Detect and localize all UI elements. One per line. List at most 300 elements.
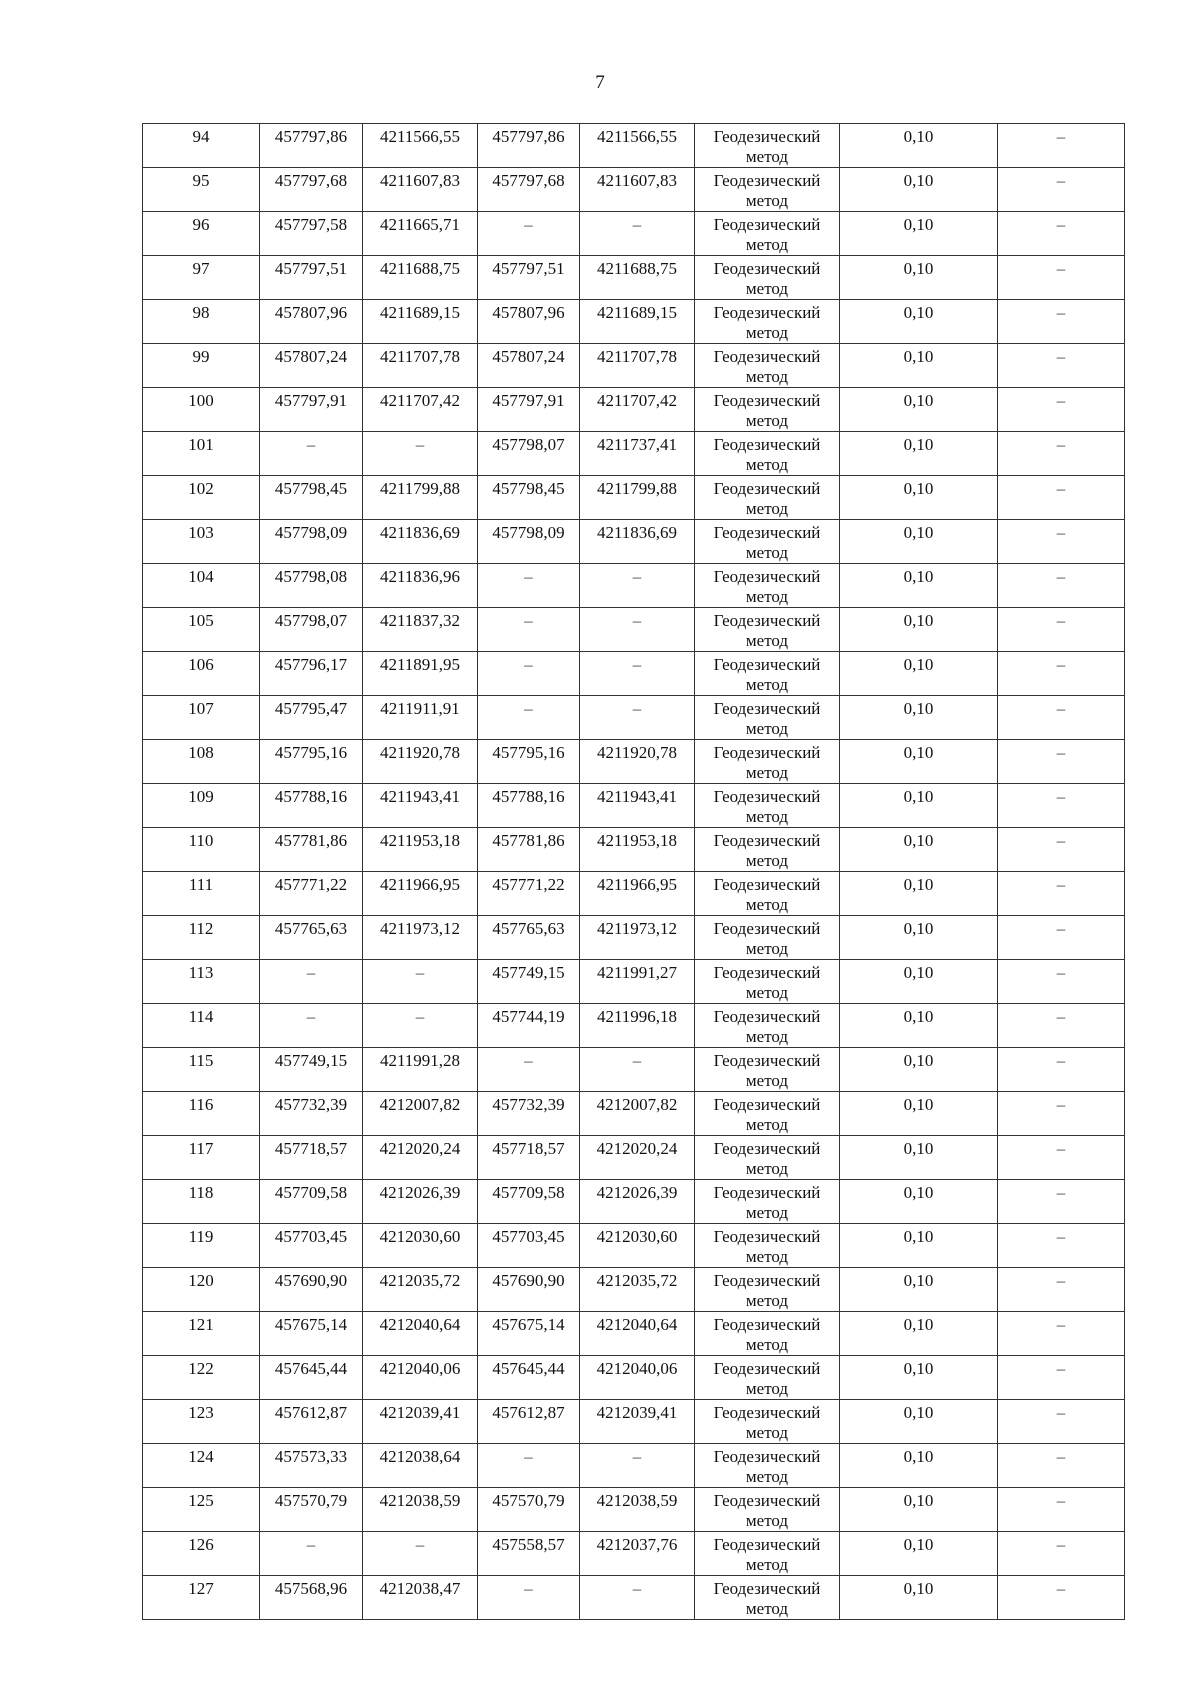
existing-y-cell [363,1444,478,1488]
cell-value: Геодезический метод [713,127,821,166]
formula-cell [998,1224,1125,1268]
formula-cell [998,520,1125,564]
cell-value: 4212038,59 [379,1491,461,1510]
accuracy-cell [840,168,998,212]
cell-value: – [1056,1315,1066,1334]
accuracy-cell [840,696,998,740]
point-number-cell [143,212,260,256]
cell-value: Геодезический метод [713,1315,821,1354]
cell-value: 4212035,72 [379,1271,461,1290]
formula-cell [998,212,1125,256]
refined-y-cell [580,1092,695,1136]
point-number-cell [143,784,260,828]
cell-value: 0,10 [903,259,934,278]
existing-y-cell [363,1400,478,1444]
accuracy-cell [840,564,998,608]
cell-value: – [632,699,642,718]
cell-value: 457807,24 [492,347,565,366]
refined-y-cell [580,432,695,476]
existing-x-cell [260,1444,363,1488]
refined-x-cell [478,476,580,520]
cell-value: 457781,86 [492,831,565,850]
cell-value: 4212039,41 [596,1403,678,1422]
accuracy-cell [840,1224,998,1268]
cell-value: Геодезический метод [713,611,821,650]
cell-value: 0,10 [903,1491,934,1510]
table-row [143,1400,1125,1444]
cell-value: 457675,14 [274,1315,348,1334]
refined-y-cell [580,300,695,344]
cell-value: 0,10 [903,1227,934,1246]
existing-x-cell [260,1048,363,1092]
formula-cell [998,784,1125,828]
existing-y-cell [363,168,478,212]
cell-value: – [1056,1491,1066,1510]
page-number: 7 [595,72,605,93]
cell-value: 4212037,76 [596,1535,678,1554]
table-row [143,608,1125,652]
method-cell [695,300,840,344]
refined-x-cell [478,1400,580,1444]
refined-y-cell [580,1488,695,1532]
cell-value: – [1056,1535,1066,1554]
existing-y-cell [363,652,478,696]
method-cell [695,1312,840,1356]
point-number-cell [143,1400,260,1444]
point-number-cell [143,872,260,916]
cell-value: 125 [188,1491,214,1510]
cell-value: 0,10 [903,1359,934,1378]
cell-value: Геодезический метод [713,1271,821,1310]
refined-y-cell [580,1400,695,1444]
existing-y-cell [363,344,478,388]
cell-value: 4212030,60 [379,1227,461,1246]
refined-y-cell [580,564,695,608]
cell-value: 457788,16 [492,787,565,806]
refined-y-cell [580,256,695,300]
cell-value: 0,10 [903,523,934,542]
cell-value: 108 [188,743,214,762]
cell-value: 4211707,78 [379,347,461,366]
cell-value: 105 [188,611,214,630]
cell-value: – [306,435,316,454]
cell-value: 457797,58 [274,215,348,234]
accuracy-cell [840,652,998,696]
cell-value: – [524,1579,533,1598]
cell-value: – [524,215,533,234]
cell-value: Геодезический метод [713,1535,821,1574]
cell-value: 457749,15 [274,1051,348,1070]
refined-x-cell [478,124,580,168]
existing-y-cell [363,1092,478,1136]
existing-y-cell [363,1356,478,1400]
point-number-cell [143,960,260,1004]
refined-x-cell [478,1312,580,1356]
refined-y-cell [580,1312,695,1356]
existing-x-cell [260,168,363,212]
refined-y-cell [580,1004,695,1048]
method-cell [695,872,840,916]
cell-value: 457612,87 [492,1403,565,1422]
table-row [143,1576,1125,1620]
cell-value: 4212020,24 [379,1139,461,1158]
refined-x-cell [478,1576,580,1620]
point-number-cell [143,432,260,476]
cell-value: – [632,1447,642,1466]
cell-value: 4211688,75 [379,259,461,278]
cell-value: 457798,45 [274,479,348,498]
point-number-cell [143,124,260,168]
formula-cell [998,1356,1125,1400]
accuracy-cell [840,520,998,564]
method-cell [695,652,840,696]
method-cell [695,828,840,872]
cell-value: 4212035,72 [596,1271,678,1290]
cell-value: 0,10 [903,831,934,850]
cell-value: – [306,1007,316,1026]
cell-value: 457797,51 [274,259,348,278]
existing-x-cell [260,1400,363,1444]
refined-x-cell [478,1356,580,1400]
existing-x-cell [260,1004,363,1048]
cell-value: 4211943,41 [596,787,678,806]
cell-value: 0,10 [903,1051,934,1070]
formula-cell [998,1488,1125,1532]
cell-value: 124 [188,1447,214,1466]
point-number-cell [143,1444,260,1488]
cell-value: 4212040,64 [379,1315,461,1334]
cell-value: 0,10 [903,1403,934,1422]
formula-cell [998,1576,1125,1620]
cell-value: 99 [192,347,210,366]
cell-value: 0,10 [903,171,934,190]
cell-value: 114 [188,1007,214,1026]
cell-value: 116 [188,1095,214,1114]
cell-value: – [1056,743,1066,762]
cell-value: – [1056,215,1066,234]
cell-value: 0,10 [903,567,934,586]
cell-value: Геодезический метод [713,831,821,870]
cell-value: Геодезический метод [713,963,821,1002]
cell-value: 4211837,32 [379,611,461,630]
method-cell [695,212,840,256]
existing-x-cell [260,696,363,740]
cell-value: 4211707,42 [596,391,678,410]
point-number-cell [143,608,260,652]
method-cell [695,476,840,520]
cell-value: – [1056,1403,1066,1422]
method-cell [695,1576,840,1620]
existing-y-cell [363,564,478,608]
existing-x-cell [260,212,363,256]
cell-value: – [1056,963,1066,982]
cell-value: Геодезический метод [713,743,821,782]
cell-value: 111 [188,875,214,894]
refined-y-cell [580,652,695,696]
table-row [143,1444,1125,1488]
existing-y-cell [363,696,478,740]
refined-y-cell [580,1136,695,1180]
cell-value: 457797,68 [492,171,565,190]
refined-x-cell [478,1444,580,1488]
formula-cell [998,608,1125,652]
cell-value: Геодезический метод [713,259,821,298]
cell-value: 457797,91 [492,391,565,410]
formula-cell [998,124,1125,168]
cell-value: 123 [188,1403,214,1422]
cell-value: 4212026,39 [596,1183,678,1202]
accuracy-cell [840,1004,998,1048]
point-number-cell [143,168,260,212]
cell-value: 4211973,12 [379,919,461,938]
cell-value: 4211943,41 [379,787,461,806]
cell-value: – [1056,1447,1066,1466]
cell-value: – [1056,699,1066,718]
existing-x-cell [260,388,363,432]
existing-x-cell [260,476,363,520]
existing-y-cell [363,476,478,520]
cell-value: – [1056,435,1066,454]
method-cell [695,1444,840,1488]
cell-value: – [1056,1183,1066,1202]
existing-x-cell [260,1312,363,1356]
refined-y-cell [580,212,695,256]
accuracy-cell [840,344,998,388]
cell-value: – [524,1051,533,1070]
refined-x-cell [478,1048,580,1092]
cell-value: – [1056,1095,1066,1114]
refined-y-cell [580,476,695,520]
existing-y-cell [363,256,478,300]
cell-value: 4211953,18 [596,831,678,850]
cell-value: 100 [188,391,214,410]
accuracy-cell [840,1048,998,1092]
cell-value: 122 [188,1359,214,1378]
cell-value: – [524,655,533,674]
cell-value: 457732,39 [492,1095,565,1114]
existing-x-cell [260,432,363,476]
cell-value: 457798,09 [492,523,565,542]
cell-value: – [1056,391,1066,410]
method-cell [695,916,840,960]
refined-x-cell [478,256,580,300]
refined-x-cell [478,168,580,212]
existing-y-cell [363,1004,478,1048]
table-row [143,256,1125,300]
cell-value: – [415,435,425,454]
cell-value: 457798,09 [274,523,348,542]
cell-value: 457645,44 [274,1359,348,1378]
cell-value: 4212007,82 [379,1095,461,1114]
cell-value: 4211966,95 [379,875,461,894]
formula-cell [998,1444,1125,1488]
cell-value: 457797,86 [274,127,348,146]
point-number-cell [143,1268,260,1312]
cell-value: 0,10 [903,743,934,762]
cell-value: 457781,86 [274,831,348,850]
existing-y-cell [363,432,478,476]
cell-value: 4212007,82 [596,1095,678,1114]
cell-value: 4211836,69 [379,523,461,542]
cell-value: 98 [192,303,210,322]
point-number-cell [143,1092,260,1136]
cell-value: 4212040,64 [596,1315,678,1334]
cell-value: Геодезический метод [713,1447,821,1486]
method-cell [695,1356,840,1400]
formula-cell [998,388,1125,432]
cell-value: – [1056,1579,1066,1598]
table-row [143,432,1125,476]
refined-y-cell [580,1268,695,1312]
cell-value: 117 [188,1139,214,1158]
method-cell [695,564,840,608]
cell-value: 103 [188,523,214,542]
accuracy-cell [840,1356,998,1400]
cell-value: 457732,39 [274,1095,348,1114]
formula-cell [998,1312,1125,1356]
cell-value: – [415,1535,425,1554]
cell-value: 4211991,27 [596,963,678,982]
cell-value: 0,10 [903,1183,934,1202]
cell-value: 457797,91 [274,391,348,410]
cell-value: 457807,96 [492,303,565,322]
cell-value: 457675,14 [492,1315,565,1334]
refined-y-cell [580,344,695,388]
cell-value: – [1056,127,1066,146]
cell-value: 457797,86 [492,127,565,146]
existing-x-cell [260,740,363,784]
cell-value: 457612,87 [274,1403,348,1422]
cell-value: – [1056,259,1066,278]
existing-y-cell [363,1180,478,1224]
cell-value: 4211891,95 [379,655,461,674]
formula-cell [998,1532,1125,1576]
method-cell [695,1400,840,1444]
cell-value: Геодезический метод [713,1579,821,1618]
table-row [143,696,1125,740]
refined-x-cell [478,1532,580,1576]
cell-value: 4211911,91 [380,699,460,718]
cell-value: 457788,16 [274,787,348,806]
table-row [143,124,1125,168]
point-number-cell [143,1488,260,1532]
cell-value: 4212038,59 [596,1491,678,1510]
existing-x-cell [260,916,363,960]
point-number-cell [143,476,260,520]
cell-value: 457807,96 [274,303,348,322]
cell-value: 4212039,41 [379,1403,461,1422]
accuracy-cell [840,124,998,168]
cell-value: 0,10 [903,1579,934,1598]
cell-value: 4212026,39 [379,1183,461,1202]
table-row [143,1488,1125,1532]
cell-value: – [1056,655,1066,674]
method-cell [695,1224,840,1268]
existing-y-cell [363,960,478,1004]
refined-y-cell [580,1532,695,1576]
existing-y-cell [363,916,478,960]
table-row [143,1312,1125,1356]
cell-value: 4211689,15 [596,303,678,322]
point-number-cell [143,696,260,740]
table-row [143,564,1125,608]
cell-value: 4211920,78 [596,743,678,762]
formula-cell [998,1268,1125,1312]
point-number-cell [143,916,260,960]
refined-x-cell [478,1092,580,1136]
cell-value: Геодезический метод [713,655,821,694]
cell-value: 457795,16 [274,743,348,762]
accuracy-cell [840,1136,998,1180]
formula-cell [998,476,1125,520]
table-row [143,960,1125,1004]
method-cell [695,432,840,476]
point-number-cell [143,1180,260,1224]
refined-y-cell [580,388,695,432]
accuracy-cell [840,1576,998,1620]
existing-y-cell [363,300,478,344]
table-row [143,300,1125,344]
cell-value: 457798,45 [492,479,565,498]
refined-x-cell [478,916,580,960]
existing-x-cell [260,960,363,1004]
accuracy-cell [840,1488,998,1532]
cell-value: 4211799,88 [596,479,678,498]
cell-value: 457749,15 [492,963,565,982]
method-cell [695,168,840,212]
cell-value: 457796,17 [274,655,348,674]
method-cell [695,608,840,652]
cell-value: 4211607,83 [596,171,678,190]
refined-x-cell [478,960,580,1004]
existing-y-cell [363,388,478,432]
cell-value: 457744,19 [492,1007,565,1026]
cell-value: 457703,45 [274,1227,348,1246]
point-number-cell [143,300,260,344]
formula-cell [998,344,1125,388]
cell-value: 457690,90 [492,1271,565,1290]
cell-value: Геодезический метод [713,1007,821,1046]
table-row [143,1356,1125,1400]
point-number-cell [143,1312,260,1356]
table-row [143,168,1125,212]
accuracy-cell [840,476,998,520]
cell-value: 104 [188,567,214,586]
cell-value: 457709,58 [492,1183,565,1202]
formula-cell [998,872,1125,916]
cell-value: 4211665,71 [379,215,461,234]
cell-value: – [524,1447,533,1466]
method-cell [695,1180,840,1224]
existing-x-cell [260,1180,363,1224]
cell-value: 119 [188,1227,214,1246]
table-row [143,1004,1125,1048]
point-number-cell [143,344,260,388]
cell-value: 120 [188,1271,214,1290]
formula-cell [998,1180,1125,1224]
existing-y-cell [363,1576,478,1620]
cell-value: 0,10 [903,479,934,498]
cell-value: 4211996,18 [596,1007,678,1026]
cell-value: 118 [188,1183,214,1202]
cell-value: 457703,45 [492,1227,565,1246]
cell-value: 113 [188,963,214,982]
table-row [143,740,1125,784]
cell-value: 457795,16 [492,743,565,762]
cell-value: 0,10 [903,391,934,410]
accuracy-cell [840,388,998,432]
cell-value: 4211688,75 [596,259,678,278]
